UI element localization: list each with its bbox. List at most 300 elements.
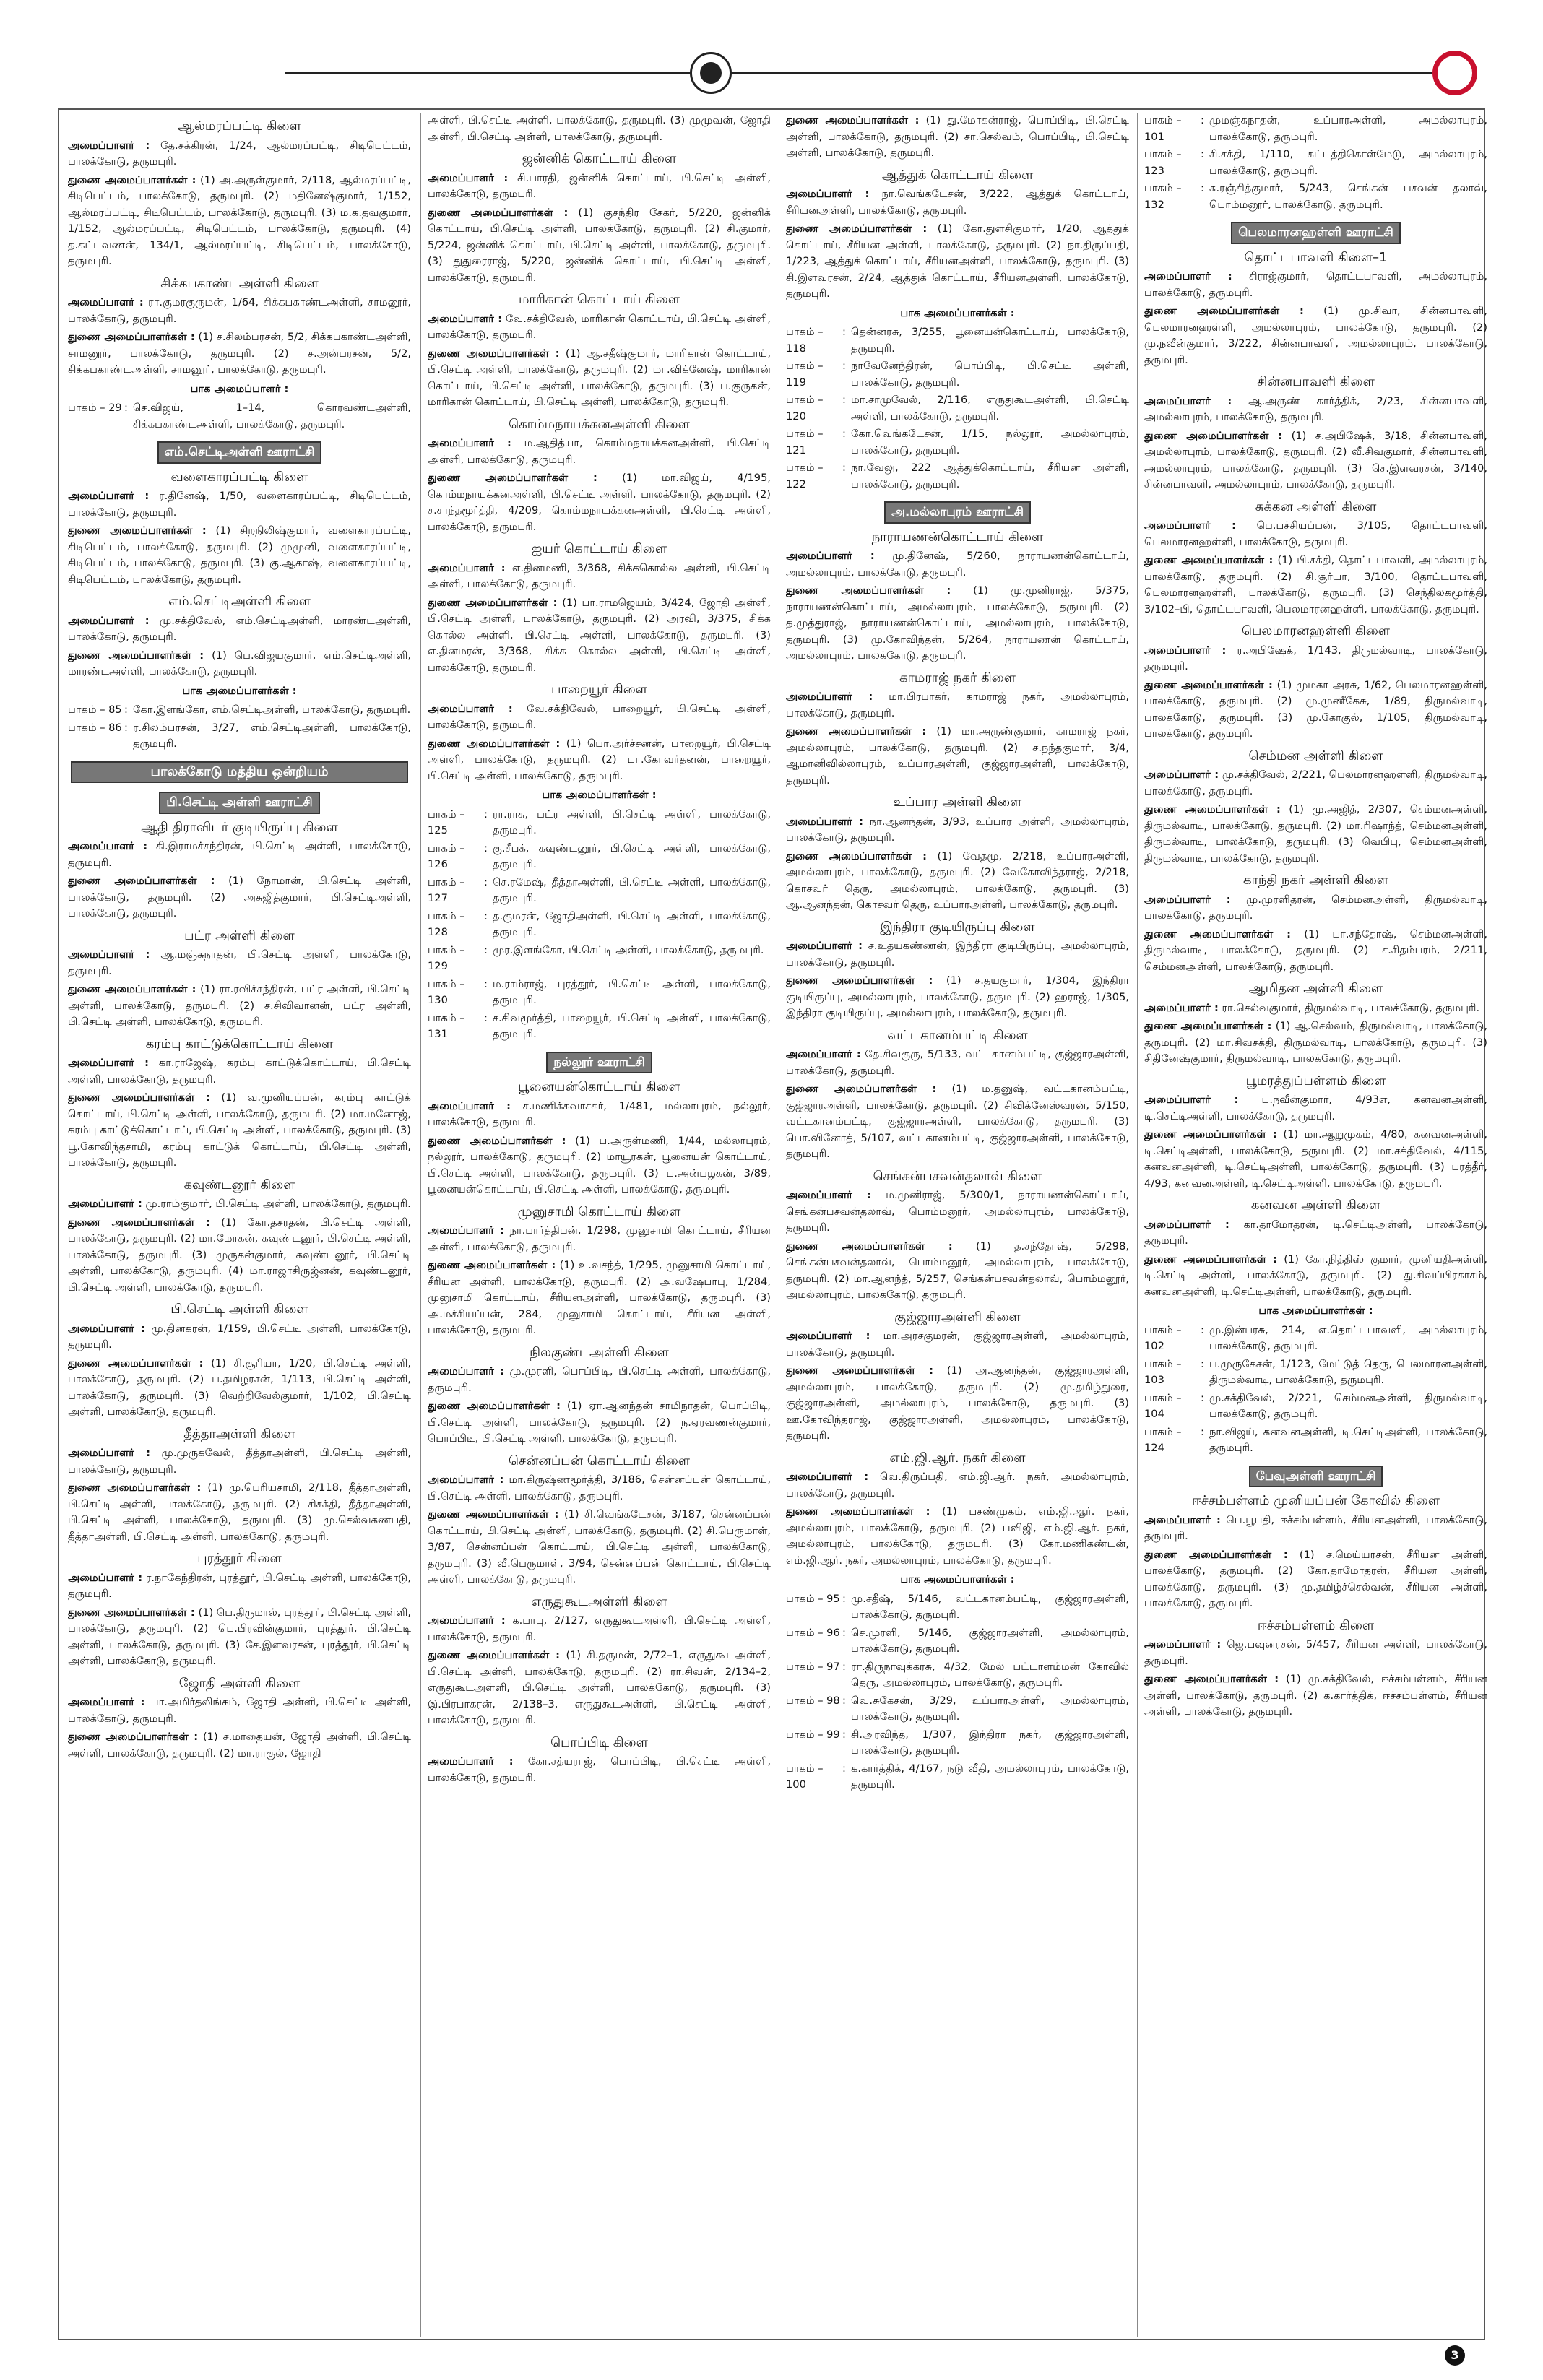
role-label: அமைப்பாளர் : bbox=[428, 1099, 511, 1112]
organizer-entry bbox=[68, 1695, 411, 1727]
organizer-entry bbox=[68, 1480, 411, 1545]
ward-organizers-heading: பாக அமைப்பாளர்கள் : bbox=[900, 306, 1015, 319]
role-label: அமைப்பாளர் : bbox=[1144, 644, 1227, 657]
ward-member: கோ.இளங்கோ, எம்.செட்டிஅள்ளி, பாலக்கோடு, தருமபுரி. bbox=[133, 704, 411, 716]
branch-heading: பாறையூர் கிளை bbox=[550, 682, 648, 697]
organizer-entry bbox=[68, 613, 411, 646]
colon-separator: : bbox=[842, 1626, 846, 1639]
ward-number: பாகம் – 121 bbox=[786, 428, 824, 456]
role-label: துணை அமைப்பாளர்கள் : bbox=[428, 1259, 556, 1271]
role-label: துணை அமைப்பாளர்கள் : bbox=[1144, 927, 1291, 940]
ward-row bbox=[786, 1693, 1129, 1726]
member-details: (1) மு.முனிராஜ், 5/375, நாராயணன்கொட்டாய், அமல்லாபுரம், பாலக்கோடு, தருமபுரி. (2) த.முத்துராஜ், நாராயணன்கொட்டாய், அமல்லாபுரம், பாலக்கோடு, தருமபுரி. (3) மு.கோவிந்தன், 5/264, நாராயணன் கொட்டாய், அமல்லாபுரம், பாலக்கோடு, தருமபுரி. bbox=[786, 584, 1129, 662]
colon-separator: : bbox=[842, 462, 846, 474]
member-details: (1) சி.தருமன், 2/72–1, எருதுகூடஅள்ளி, பி.செட்டி அள்ளி, பாலக்கோடு, தருமபுரி. (2) ரா.சிவன், 2/134–2, எருதுகூடஅள்ளி, பி.செட்டி அள்ளி, பாலக்கோடு, தருமபுரி. (3) இ.பிரபாகரன், 2/138–3, எருதுகூடஅள்ளி, பி.செட்டி அள்ளி, பாலக்கோடு, தருமபுரி. bbox=[428, 1649, 771, 1726]
member-details: ர.தினேஷ், 1/50, வளைகாரப்பட்டி, சிடிபெட்டம், பாலக்கோடு, தருமபுரி. bbox=[68, 490, 411, 519]
role-label: துணை அமைப்பாளர்கள் : bbox=[68, 649, 204, 662]
organizer-entry bbox=[428, 1364, 771, 1396]
ward-member: த.குமரன், ஜோதிஅள்ளி, பி.செட்டி அள்ளி, பாலக்கோடு, தருமபுரி. bbox=[493, 909, 771, 938]
organizer-entry bbox=[786, 221, 1129, 303]
role-label: துணை அமைப்பாளர்கள் : bbox=[68, 524, 207, 537]
branch-heading: சுக்கன அள்ளி கிளை bbox=[1255, 498, 1377, 514]
colon-separator: : bbox=[1201, 1391, 1204, 1404]
column-1 bbox=[68, 113, 411, 2337]
ward-row bbox=[1144, 1356, 1487, 1389]
member-details: (1) ம.தனுஷ், வட்டகானம்பட்டி, குஜ்ஜாரஅள்ளி, பாலக்கோடு, தருமபுரி. (2) சிவிக்னேஸ்வரன், 5/150, வட்டகானம்பட்டி, குஜ்ஜாரஅள்ளி, பாலக்கோடு, தருமபுரி. (3) பொ.வினோத், 5/107, வட்டகானம்பட்டி, குஜ்ஜாரஅள்ளி, பாலக்கோடு, தருமபுரி. bbox=[786, 1083, 1129, 1160]
organizer-entry bbox=[786, 583, 1129, 665]
organizer-entry bbox=[786, 1469, 1129, 1502]
member-details: (1) சிறநிலிஷ்குமார், வளைகாரப்பட்டி, சிடிபெட்டம், பாலக்கோடு, தருமபுரி. (2) முமுனி, வளைகாரப்பட்டி, சிடிபெட்டம், பாலக்கோடு, தருமபுரி. (3) கு.ஆகாஷ், வளைகாரப்பட்டி, சிடிபெட்டம், பாலக்கோடு, தருமபுரி. bbox=[68, 524, 411, 586]
organizer-entry bbox=[786, 1239, 1129, 1304]
branch-heading: ஆமிதன அள்ளி கிளை bbox=[1248, 981, 1383, 996]
colon-separator: : bbox=[484, 841, 488, 854]
organizer-entry bbox=[1144, 678, 1487, 743]
organizer-entry bbox=[428, 1223, 771, 1255]
member-details: பா.அமிர்தலிங்கம், ஜோதி அள்ளி, பி.செட்டி அள்ளி, பாலக்கோடு, தருமபுரி. bbox=[68, 1696, 411, 1725]
role-label: அமைப்பாளர் : bbox=[1144, 1218, 1229, 1231]
member-details: சிராஜ்குமார், தொட்டபாவளி, அமல்லாபுரம், பாலக்கோடு, தருமபுரி. bbox=[1144, 270, 1487, 299]
member-details: ஆ.அருண் கார்த்திக், 2/23, சின்னபாவளி, அமல்லாபுரம், பாலக்கோடு, தருமபுரி. bbox=[1144, 394, 1487, 423]
union-banner: பாலக்கோடு மத்திய ஒன்றியம் bbox=[71, 761, 408, 784]
organizer-entry bbox=[1144, 303, 1487, 368]
branch-heading: ஆதி திராவிடர் குடியிருப்பு கிளை bbox=[141, 819, 338, 835]
organizer-entry bbox=[68, 329, 411, 378]
ward-number: பாகம் – 123 bbox=[1144, 148, 1182, 177]
ward-row bbox=[428, 841, 771, 873]
branch-heading: செங்கன்பசவன்தலாவ் கிளை bbox=[873, 1168, 1042, 1184]
ward-organizers-heading: பாக அமைப்பாளர்கள் : bbox=[182, 684, 297, 697]
member-details: (1) கோ.துளசிகுமார், 1/20, ஆத்துக் கொட்டாய், சீரியன அள்ளி, பாலக்கோடு, தருமபுரி. (2) நா.திருப்பதி, 1/223, ஆத்துக் கொட்டாய், சீரியனஅள்ளி, பாலக்கோடு, தருமபுரி. (3) சி.இளவரசன், 2/24, ஆத்துக் கொட்டாய், சீரியனஅள்ளி, பாலக்கோடு, தருமபுரி. bbox=[786, 222, 1129, 300]
organizer-entry bbox=[428, 1613, 771, 1645]
branch-heading: நிலகுண்டஅள்ளி கிளை bbox=[530, 1344, 669, 1360]
colon-separator: : bbox=[484, 1011, 488, 1024]
role-label: துணை அமைப்பாளர்கள் : bbox=[428, 1508, 559, 1520]
colon-separator: : bbox=[484, 977, 488, 990]
ward-member: சு.ரஞ்சித்குமார், 5/243, செங்கன் பசவன் தலாவ், பொம்மனூர், பாலக்கோடு, தருமபுரி. bbox=[1209, 182, 1487, 211]
role-label: அமைப்பாளர் : bbox=[68, 139, 150, 152]
member-details: (1) பொ.அர்ச்சனன், பாறையூர், பி.செட்டி அள்ளி, பாலக்கோடு, தருமபுரி. (2) பா.கோவர்தனன், பாறையூர், பி.செட்டி அள்ளி, பாலக்கோடு, தருமபுரி. bbox=[428, 737, 771, 782]
role-label: துணை அமைப்பாளர்கள் : bbox=[68, 173, 196, 186]
member-details: மு.தினேஷ், 5/260, நாராயணன்கொட்டாய், அமல்லாபுரம், பாலக்கோடு, தருமபுரி. bbox=[786, 550, 1129, 579]
ward-number: பாகம் – 29 bbox=[68, 402, 122, 414]
organizer-entry bbox=[428, 170, 771, 203]
member-details: மா.கிருஷ்ணமூர்த்தி, 3/186, சென்னப்பன் கொட்டாய், பி.செட்டி அள்ளி, பாலக்கோடு, தருமபுரி. bbox=[428, 1474, 771, 1502]
branch-heading: ஈச்சம்பள்ளம் கிளை bbox=[1257, 1617, 1375, 1633]
member-details: பெ.பச்சியப்பன், 3/105, தொட்டபாவளி, பெலமாரனஹள்ளி, பாலக்கோடு, தருமபுரி. bbox=[1144, 519, 1487, 548]
role-label: துணை அமைப்பாளர்கள் : bbox=[786, 222, 928, 235]
branch-heading: இந்திரா குடியிருப்பு கிளை bbox=[880, 919, 1035, 935]
ward-member: மு.இன்பரசு, 214, எ.தொட்டபாவளி, அமல்லாபுரம், பாலக்கோடு, தருமபுரி. bbox=[1209, 1323, 1487, 1352]
branch-heading: வட்டகானம்பட்டி கிளை bbox=[887, 1027, 1028, 1043]
ward-member: கோ.வெங்கடேசன், 1/15, நல்லூர், அமல்லாபுரம், பாலக்கோடு, தருமபுரி. bbox=[851, 428, 1129, 456]
member-details: (1) த.சந்தோஷ், 5/298, செங்கன்பசவன்தலாவ், பொம்மனூர், அமல்லாபுரம், பாலக்கோடு, தருமபுரி. (2) மா.ஆனந்த், 5/257, செங்கன்பசவன்தலாவ், பொம்மனூர், அமல்லாபுரம், பாலக்கோடு, தருமபுரி. bbox=[786, 1239, 1129, 1301]
red-ring-icon bbox=[1432, 51, 1477, 95]
member-details: தே.சக்கிரன், 1/24, ஆல்மரப்பட்டி, சிடிபெட்டம், பாலக்கோடு, தருமபுரி. bbox=[68, 139, 411, 168]
ward-member: கு.சீபக், கவுண்டனூர், பி.செட்டி அள்ளி, பாலக்கோடு, தருமபுரி. bbox=[493, 841, 771, 870]
member-details: (1) மு.பெரியசாமி, 2/118, தீத்தாஅள்ளி, பி.செட்டி அள்ளி, பாலக்கோடு, தருமபுரி. (2) சிசக்தி, தீத்தாஅள்ளி, பி.செட்டி அள்ளி, பாலக்கோடு, தருமபுரி. (3) மு.செல்வகணபதி, தீத்தாஅள்ளி, பி.செட்டி அள்ளி, பாலக்கோடு, தருமபுரி. bbox=[68, 1481, 411, 1543]
member-details: (1) ச.அபிஷேக், 3/18, சின்னபாவளி, அமல்லாபுரம், பாலக்கோடு, தருமபுரி. (2) வீ.சிவகுமார், சின்னபாவளி, அமல்லாபுரம், பாலக்கோடு, தருமபுரி. (3) செ.இளவரசன், 3/140, சின்னபாவளி, அமல்லாபுரம், பாலக்கோடு, தருமபுரி. bbox=[1144, 429, 1487, 490]
ward-member: மு.சதீஷ், 5/146, வட்டகானம்பட்டி, குஜ்ஜாரஅள்ளி, பாலக்கோடு, தருமபுரி. bbox=[851, 1592, 1129, 1621]
member-details: (1) மு.சக்திவேல், ஈச்சம்பள்ளம், சீரியன அள்ளி, பாலக்கோடு, தருமபுரி. (2) க.கார்த்திக், ஈச்சம்பள்ளம், சீரியன அள்ளி, பாலக்கோடு, தருமபுரி. bbox=[1144, 1673, 1487, 1718]
branch-heading: ஜோதி அள்ளி கிளை bbox=[178, 1675, 301, 1691]
role-label: அமைப்பாளர் : bbox=[428, 1224, 504, 1237]
ward-member: முர.இளங்கோ, பி.செட்டி அள்ளி, பாலக்கோடு, தருமபுரி. bbox=[493, 943, 764, 956]
colon-separator: : bbox=[842, 1694, 846, 1707]
ward-number: பாகம் – 97 bbox=[786, 1660, 840, 1673]
ward-row bbox=[68, 702, 411, 719]
ward-row bbox=[786, 392, 1129, 425]
member-details: வே.சக்திவேல், பாறையூர், பி.செட்டி அள்ளி, பாலக்கோடு, தருமபுரி. bbox=[428, 702, 771, 731]
ward-member: நாவேனேந்திரன், பொப்பிடி, பி.செட்டி அள்ளி, பாலக்கோடு, தருமபுரி. bbox=[851, 360, 1129, 389]
member-details: (1) ச.சிலம்பரசன், 5/2, சிக்கபகாண்டஅள்ளி, சாமனூர், பாலக்கோடு, தருமபுரி. (2) ச.அன்பரசன், 5/2, சிக்கபகாண்டஅள்ளி, சாமனூர், பாலக்கோடு, தருமபுரி. bbox=[68, 331, 411, 376]
role-label: துணை அமைப்பாளர்கள் : bbox=[786, 114, 920, 126]
organizer-entry bbox=[786, 849, 1129, 914]
colon-separator: : bbox=[1201, 1425, 1204, 1438]
member-details: பெ.பூபதி, ஈச்சம்பள்ளம், சீரியனஅள்ளி, பாலக்கோடு, தருமபுரி. bbox=[1144, 1513, 1487, 1542]
role-label: அமைப்பாளர் : bbox=[428, 437, 511, 449]
organizer-entry bbox=[428, 1507, 771, 1588]
member-details: (1) குசந்திர சேகர், 5/220, ஜன்னிக் கொட்டாய், பி.செட்டி அள்ளி, பாலக்கோடு, தருமபுரி. (2) சி.குமார், 5/224, ஜன்னிக் கொட்டாய், பி.செட்டி அள்ளி, பாலக்கோடு, தருமபுரி. (3) துதுரைராஜ், 5/220, ஜன்னிக் கொட்டாய், பி.செட்டி அள்ளி, பாலக்கோடு, தருமபுரி. bbox=[428, 206, 771, 284]
branch-heading: எம்.செட்டிஅள்ளி கிளை bbox=[168, 594, 311, 609]
organizer-entry bbox=[1144, 1513, 1487, 1545]
ward-number: பாகம் – 120 bbox=[786, 394, 824, 423]
role-label: அமைப்பாளர் : bbox=[428, 1614, 506, 1627]
member-details: ரா.செல்வகுமார், திருமல்வாடி, பாலக்கோடு, தருமபுரி. bbox=[1218, 1001, 1480, 1014]
ward-row bbox=[1144, 1424, 1487, 1457]
organizer-entry bbox=[428, 736, 771, 785]
member-details: (1) அ.அருள்குமார், 2/118, ஆல்மரப்பட்டி, சிடிபெட்டம், பாலக்கோடு, தருமபுரி. (2) மதினேஷ்குமார், 1/152, ஆல்மரப்பட்டி, சிடிபெட்டம், பாலக்கோடு, தருமபுரி. (3) ம.க.தவகுமார், 1/152, ஆல்மரப்பட்டி, சிடிபெட்டம், பாலக்கோடு, தருமபுரி. (4) த.கட்டவணன், 134/1, ஆல்மரப்பட்டி, சிடிபெட்டம், பாலக்கோடு, தருமபுரி. bbox=[68, 173, 411, 267]
organizer-entry bbox=[428, 1258, 771, 1339]
panchayat-banner: எம்.செட்டிஅள்ளி ஊராட்சி bbox=[157, 441, 322, 464]
role-label: அமைப்பாளர் : bbox=[786, 815, 863, 828]
role-label: துணை அமைப்பாளர்கள் : bbox=[1144, 429, 1283, 442]
member-details: (1) சி.சூரியா, 1/20, பி.செட்டி அள்ளி, பாலக்கோடு, தருமபுரி. (2) ப.தமிழரசன், 1/113, பி.செட்டி அள்ளி, பாலக்கோடு, தருமபுரி. (3) வெற்றிவேல்குமார், 1/102, பி.செட்டி அள்ளி, பாலக்கோடு, தருமபுரி. bbox=[68, 1356, 411, 1418]
member-details: ர.அபிஷேக், 1/143, திருமல்வாடி, பாலக்கோடு, தருமபுரி. bbox=[1144, 644, 1487, 672]
role-label: அமைப்பாளர் : bbox=[428, 1755, 514, 1767]
branch-heading: சென்னப்பன் கொட்டாய் கிளை bbox=[508, 1453, 690, 1468]
branch-heading: ஈச்சம்பள்ளம் முனியப்பன் கோவில் கிளை bbox=[1192, 1493, 1440, 1508]
branch-heading: காமராஜ் நகர் கிளை bbox=[899, 670, 1016, 685]
role-label: அமைப்பாளர் : bbox=[786, 940, 863, 952]
role-label: துணை அமைப்பாளர்கள் : bbox=[68, 1606, 195, 1619]
organizer-entry bbox=[428, 595, 771, 677]
page-number: 3 bbox=[1445, 2345, 1465, 2366]
organizer-entry bbox=[1144, 643, 1487, 675]
role-label: அமைப்பாளர் : bbox=[428, 171, 509, 184]
role-label: துணை அமைப்பாளர்கள் : bbox=[786, 1364, 933, 1377]
ward-number: பாகம் – 125 bbox=[428, 808, 465, 836]
organizer-entry bbox=[68, 1605, 411, 1670]
organizer-entry bbox=[786, 1047, 1129, 1079]
role-label: துணை அமைப்பாளர்கள் : bbox=[428, 1134, 566, 1147]
organizer-entry bbox=[428, 1472, 771, 1505]
member-details: (1) அ.ஆனந்தன், குஜ்ஜாரஅள்ளி, அமல்லாபுரம், பாலக்கோடு, தருமபுரி. (2) மு.தமிழ்துரை, குஜ்ஜாரஅள்ளி, அமல்லாபுரம், பாலக்கோடு, தருமபுரி. (3) ஊ.கோவிந்தராஜ், குஜ்ஜாரஅள்ளி, அமல்லாபுரம், பாலக்கோடு, தருமபுரி. bbox=[786, 1364, 1129, 1442]
member-details: ச.உதயகண்ணன், இந்திரா குடியிருப்பு, அமல்லாபுரம், பாலக்கோடு, தருமபுரி. bbox=[786, 940, 1129, 969]
member-details: சி.பாரதி, ஜன்னிக் கொட்டாய், பி.செட்டி அள்ளி, பாலக்கோடு, தருமபுரி. bbox=[428, 171, 771, 200]
member-details: (1) ப.அருள்மணி, 1/44, மல்லாபுரம், நல்லூர், பாலக்கோடு, தருமபுரி. (2) மாயூரகன், பூனையன் கொட்டாய், பி.செட்டி அள்ளி, பாலக்கோடு, தருமபுரி. (3) ப.அன்பழகன், 3/89, பூனையன்கொட்டாய், பி.செட்டி அள்ளி, பாலக்கோடு, தருமபுரி. bbox=[428, 1134, 771, 1195]
member-details: கா.ராஜேஷ், கரம்பு காட்டுக்கொட்டாய், பி.செட்டி அள்ளி, பாலக்கோடு, தருமபுரி. bbox=[68, 1057, 411, 1086]
organizer-entry bbox=[68, 1055, 411, 1088]
ward-number: பாகம் – 126 bbox=[428, 841, 465, 870]
organizer-entry bbox=[1144, 1092, 1487, 1125]
ward-organizers-heading: பாக அமைப்பாளர் : bbox=[190, 382, 289, 395]
organizer-entry bbox=[786, 689, 1129, 722]
branch-heading: கொம்மநாயக்கனஅள்ளி கிளை bbox=[509, 416, 690, 432]
ward-organizers-heading: பாக அமைப்பாளர்கள் : bbox=[900, 1573, 1015, 1585]
role-label: அமைப்பாளர் : bbox=[1144, 270, 1232, 282]
ward-row bbox=[1144, 1323, 1487, 1355]
member-details: (1) வேதமூ, 2/218, உப்பாரஅள்ளி, அமல்லாபுரம், பாலக்கோடு, தருமபுரி. (2) வேகோவிந்தராஜ், 2/218, கொசவர் தெரு, அமல்லாபுரம், பாலக்கோடு, தருமபுரி. (3) ஆ.ஆனந்தன், கொசவர் தெரு, உப்பாரஅள்ளி, பாலக்கோடு, தருமபுரி. bbox=[786, 849, 1129, 911]
organizer-entry bbox=[428, 1133, 771, 1198]
branch-heading: சின்னபாவளி கிளை bbox=[1257, 374, 1375, 389]
organizer-entry bbox=[68, 488, 411, 521]
branch-heading: ஆல்மரப்பட்டி கிளை bbox=[178, 118, 301, 134]
member-details: நா.வெங்கடேசன், 3/222, ஆத்துக் கொட்டாய், சீரியனஅள்ளி, பாலக்கோடு, தருமபுரி. bbox=[786, 188, 1129, 217]
member-details: (1) பசண்முகம், எம்.ஜி.ஆர். நகர், அமல்லாபுரம், பாலக்கோடு, தருமபுரி. (2) பவிஜி, எம்.ஜி.ஆர். நகர், அமல்லாபுரம், பாலக்கோடு, தருமபுரி. (3) கோ.மணிகண்டன், எம்.ஜி.ஆர். நகர், அமல்லாபுரம், பாலக்கோடு, தருமபுரி. bbox=[786, 1505, 1129, 1567]
role-label: அமைப்பாளர் : bbox=[428, 1474, 504, 1486]
role-label: துணை அமைப்பாளர்கள் : bbox=[1144, 1548, 1288, 1561]
ward-number: பாகம் – 103 bbox=[1144, 1357, 1182, 1386]
member-details: (1) பி.சக்தி, தொட்டபாவளி, அமல்லாபுரம், பாலக்கோடு, தருமபுரி. (2) சி.சூர்யா, 3/100, தொட்டபாவளி, பெலமாரனஹள்ளி, பாலக்கோடு, தருமபுரி. (3) செந்திலகமூர்த்தி, 3/102–பி, தொட்டபாவளி, பெலமாரனஹள்ளி, பாலக்கோடு, தருமபுரி. bbox=[1144, 554, 1487, 615]
organizer-entry bbox=[428, 436, 771, 468]
branch-heading: குஜ்ஜாரஅள்ளி கிளை bbox=[894, 1309, 1021, 1325]
ward-number: பாகம் – 122 bbox=[786, 462, 824, 490]
ward-row bbox=[786, 1761, 1129, 1793]
ward-number: பாகம் – 127 bbox=[428, 875, 465, 904]
member-details: மு.ராம்குமார், பி.செட்டி அள்ளி, பாலக்கோடு, தருமபுரி. bbox=[142, 1198, 411, 1210]
ward-number: பாகம் – 118 bbox=[786, 326, 824, 355]
role-label: துணை அமைப்பாளர்கள் : bbox=[1144, 1128, 1277, 1141]
colon-separator: : bbox=[842, 1762, 846, 1775]
ward-member: ம.ராம்ராஜ், புரத்தூர், பி.செட்டி அள்ளி, பாலக்கோடு, தருமபுரி. bbox=[493, 977, 771, 1006]
branch-heading: முனுசாமி கொட்டாய் கிளை bbox=[517, 1203, 681, 1219]
branch-heading: காந்தி நகர் அள்ளி கிளை bbox=[1242, 873, 1388, 888]
ward-organizers-heading: பாக அமைப்பாளர்கள் : bbox=[1258, 1304, 1373, 1317]
ward-number: பாகம் – 119 bbox=[786, 360, 824, 389]
ward-row bbox=[786, 358, 1129, 391]
branch-heading: மாரிகான் கொட்டாய் கிளை bbox=[518, 292, 680, 307]
ward-number: பாகம் – 131 bbox=[428, 1011, 465, 1040]
organizer-entry bbox=[786, 548, 1129, 581]
branch-heading: தீத்தாஅள்ளி கிளை bbox=[183, 1426, 295, 1442]
role-label: அமைப்பாளர் : bbox=[1144, 1638, 1222, 1650]
panchayat-banner: அ.மல்லாபுரம் ஊராட்சி bbox=[884, 501, 1031, 524]
column-divider bbox=[420, 113, 421, 2337]
organizer-entry bbox=[1144, 1252, 1487, 1301]
organizer-entry bbox=[68, 138, 411, 170]
ward-member: முமஞ்சுநாதன், உப்பாரஅள்ளி, அமல்லாபுரம், பாலக்கோடு, தருமபுரி. bbox=[1209, 114, 1487, 143]
member-details: ச.மணிக்கவாசகர், 1/481, மல்லாபுரம், நல்லூர், பாலக்கோடு, தருமபுரி. bbox=[428, 1099, 771, 1128]
ward-row bbox=[68, 400, 411, 433]
branch-heading: பெலமாரனஹள்ளி கிளை bbox=[1242, 623, 1390, 639]
member-details: கோ.சத்யராஜ், பொப்பிடி, பி.செட்டி அள்ளி, பாலக்கோடு, தருமபுரி. bbox=[428, 1755, 771, 1784]
branch-heading: வளைகாரப்பட்டி கிளை bbox=[170, 469, 308, 485]
organizer-entry bbox=[786, 973, 1129, 1022]
organizer-entry bbox=[428, 311, 771, 344]
colon-separator: : bbox=[1201, 148, 1204, 160]
member-details: நா.ஆனந்தன், 3/93, உப்பார அள்ளி, அமல்லாபுரம், பாலக்கோடு, தருமபுரி. bbox=[786, 815, 1129, 844]
member-details: (1) ச.தயகுமார், 1/304, இந்திரா குடியிருப்பு, அமல்லாபுரம், பாலக்கோடு, தருமபுரி. (2) ஹராஜ், 1/305, இந்திரா குடியிருப்பு, அமல்லாபுரம், பாலக்கோடு, தருமபுரி. bbox=[786, 974, 1129, 1019]
organizer-entry bbox=[68, 295, 411, 327]
role-label: அமைப்பாளர் : bbox=[1144, 1513, 1221, 1526]
emblem-icon bbox=[690, 52, 732, 94]
organizer-entry bbox=[1144, 428, 1487, 493]
member-details: (1) மா.விஜய், 4/195, கொம்மநாயக்கனஅள்ளி, பி.செட்டி அள்ளி, பாலக்கோடு, தருமபுரி. (2) ச.சாந்தமூர்த்தி, 4/209, கொம்மநாயக்கனஅள்ளி, பி.செட்டி அள்ளி, பாலக்கோடு, தருமபுரி. bbox=[428, 472, 771, 533]
ward-member: வெ.சுகேசன், 3/29, உப்பாரஅள்ளி, அமல்லாபுரம், பாலக்கோடு, தருமபுரி. bbox=[851, 1694, 1129, 1723]
organizer-entry bbox=[68, 982, 411, 1031]
role-label: துணை அமைப்பாளர்கள் : bbox=[1144, 803, 1281, 815]
role-label: துணை அமைப்பாளர்கள் : bbox=[428, 472, 597, 484]
role-label: அமைப்பாளர் : bbox=[68, 1198, 142, 1210]
member-details: (1) வ.முனியப்பன், கரம்பு காட்டுக் கொட்டாய், பி.செட்டி அள்ளி, பாலக்கோடு, தருமபுரி. (2) மா.மனோஜ், கரம்பு காட்டுக்கொட்டாய், பி.செட்டி அள்ளி, பாலக்கோடு, தருமபுரி. (3) பூ.கோவிந்தசாமி, கரம்பு காட்டுக் கொட்டாய், பி.செட்டி அள்ளி, பாலக்கோடு, தருமபுரி. bbox=[68, 1091, 411, 1169]
organizer-entry bbox=[428, 1099, 771, 1131]
role-label: துணை அமைப்பாளர்கள் : bbox=[786, 584, 951, 597]
role-label: துணை அமைப்பாளர்கள் : bbox=[1144, 554, 1274, 566]
role-label: அமைப்பாளர் : bbox=[1144, 519, 1236, 532]
ward-member: ரா.ராசு, பட்ர அள்ளி, பி.செட்டி அள்ளி, பாலக்கோடு, தருமபுரி. bbox=[493, 808, 771, 836]
colon-separator: : bbox=[484, 943, 488, 956]
organizer-entry bbox=[428, 346, 771, 411]
ward-member: செ.ரமேஷ், தீத்தாஅள்ளி, பி.செட்டி அள்ளி, பாலக்கோடு, தருமபுரி. bbox=[493, 875, 771, 904]
branch-heading: பட்ர அள்ளி கிளை bbox=[184, 927, 295, 943]
member-details: கா.தாமோதரன், டி.செட்டிஅள்ளி, பாலக்கோடு, தருமபுரி. bbox=[1144, 1218, 1487, 1247]
column-2 bbox=[428, 113, 771, 2337]
ward-row bbox=[786, 460, 1129, 493]
role-label: அமைப்பாளர் : bbox=[786, 1471, 869, 1483]
ward-number: பாகம் – 86 bbox=[68, 721, 122, 734]
member-details: (1) முமகா அரசு, 1/62, பெலமாரனஹள்ளி, பாலக்கோடு, தருமபுரி. (2) மு.முணீகேசு, 1/89, திருமல்வாடி, பாலக்கோடு, தருமபுரி. (3) மு.கோகுல், 1/105, திருமல்வாடி, பாலக்கோடு, தருமபுரி. bbox=[1144, 678, 1487, 740]
branch-heading: தொட்டபாவளி கிளை–1 bbox=[1244, 249, 1388, 265]
ward-row bbox=[786, 1659, 1129, 1692]
ward-member: செ.முரளி, 5/146, குஜ்ஜாரஅள்ளி, அமல்லாபுரம், பாலக்கோடு, தருமபுரி. bbox=[851, 1626, 1129, 1655]
ward-row bbox=[428, 1011, 771, 1043]
member-details: மு.சக்திவேல், எம்.செட்டிஅள்ளி, மாரண்டஅள்ளி, பாலக்கோடு, தருமபுரி. bbox=[68, 614, 411, 643]
organizer-entry bbox=[68, 873, 411, 922]
ward-number: பாகம் – 96 bbox=[786, 1626, 840, 1639]
branch-heading: ஐயர் கொட்டாய் கிளை bbox=[531, 541, 667, 556]
branch-heading: எருதுகூடஅள்ளி கிளை bbox=[531, 1593, 667, 1609]
ward-organizers-heading: பாக அமைப்பாளர்கள் : bbox=[542, 789, 657, 801]
role-label: அமைப்பாளர் : bbox=[786, 188, 870, 200]
role-label: துணை அமைப்பாளர்கள் : bbox=[68, 1731, 199, 1743]
member-details: மு.முருகவேல், தீத்தாஅள்ளி, பி.செட்டி அள்ளி, பாலக்கோடு, தருமபுரி. bbox=[68, 1447, 411, 1476]
ward-row bbox=[786, 1727, 1129, 1760]
ward-number: பாகம் – 95 bbox=[786, 1592, 840, 1605]
colon-separator: : bbox=[842, 394, 846, 406]
ward-row bbox=[428, 909, 771, 941]
ward-row bbox=[786, 324, 1129, 357]
organizer-entry bbox=[786, 814, 1129, 847]
colon-separator: : bbox=[124, 704, 128, 716]
member-details: மா.அரசகுமரன், குஜ்ஜாரஅள்ளி, அமல்லாபுரம், பாலக்கோடு, தருமபுரி. bbox=[786, 1330, 1129, 1359]
colon-separator: : bbox=[484, 875, 488, 888]
member-details: (1) ஆ.செல்வம், திருமல்வாடி, பாலக்கோடு, தருமபுரி. (2) மா.சிவசக்தி, திருமல்வாடி, பாலக்கோடு, தருமபுரி. (3) சிதினேஷ்குமார், திருமல்வாடி, பாலக்கோடு, தருமபுரி. bbox=[1144, 1020, 1487, 1065]
role-label: அமைப்பாளர் : bbox=[68, 296, 144, 308]
role-label: அமைப்பாளர் : bbox=[786, 550, 875, 562]
role-label: அமைப்பாளர் : bbox=[1144, 1094, 1239, 1106]
role-label: அமைப்பாளர் : bbox=[428, 561, 506, 574]
organizer-entry bbox=[786, 113, 1129, 162]
member-details: க.பாபு, 2/127, எருதுகூடஅள்ளி, பி.செட்டி அள்ளி, பாலக்கோடு, தருமபுரி. bbox=[428, 1614, 771, 1643]
ward-row bbox=[428, 875, 771, 907]
branch-heading: உப்பார அள்ளி கிளை bbox=[893, 795, 1022, 810]
role-label: அமைப்பாளர் : bbox=[68, 1322, 145, 1335]
organizer-entry bbox=[68, 947, 411, 979]
organizer-entry bbox=[428, 1648, 771, 1729]
member-details: மு.முரளி, பொப்பிடி, பி.செட்டி அள்ளி, பாலக்கோடு, தருமபுரி. bbox=[428, 1365, 771, 1394]
column-3 bbox=[786, 113, 1129, 2337]
ward-member: தென்னரசு, 3/255, பூனையன்கொட்டாய், பாலக்கோடு, தருமபுரி. bbox=[851, 326, 1129, 355]
organizer-entry bbox=[1144, 553, 1487, 618]
organizer-entry bbox=[786, 1081, 1129, 1163]
member-details: வே.சக்திவேல், மாரிகான் கொட்டாய், பி.செட்டி அள்ளி, பாலக்கோடு, தருமபுரி. bbox=[428, 312, 771, 341]
organizer-entry bbox=[786, 724, 1129, 789]
branch-heading: செம்மன அள்ளி கிளை bbox=[1248, 748, 1383, 763]
organizer-entry bbox=[428, 470, 771, 535]
role-label: அமைப்பாளர் : bbox=[786, 1048, 861, 1060]
role-label: துணை அமைப்பாளர்கள் : bbox=[428, 1400, 561, 1412]
ward-member: நா.விஜய், கனவனஅள்ளி, டி.செட்டிஅள்ளி, பாலக்கோடு, தருமபுரி. bbox=[1209, 1425, 1487, 1454]
ward-member: சி.அரவிந்த், 1/307, இந்திரா நகர், குஜ்ஜாரஅள்ளி, பாலக்கோடு, தருமபுரி. bbox=[851, 1728, 1129, 1757]
ward-row bbox=[428, 943, 771, 975]
role-label: துணை அமைப்பாளர்கள் : bbox=[786, 1083, 937, 1095]
ward-row bbox=[1144, 181, 1487, 213]
role-label: துணை அமைப்பாளர்கள் : bbox=[786, 974, 933, 987]
ward-number: பாகம் – 85 bbox=[68, 704, 122, 716]
member-details: (1) பெ.விஜயகுமார், எம்.செட்டிஅள்ளி, மாரண்டஅள்ளி, பாலக்கோடு, தருமபுரி. bbox=[68, 649, 411, 678]
role-label: துணை அமைப்பாளர்கள் : bbox=[428, 347, 560, 360]
organizer-entry bbox=[786, 1363, 1129, 1445]
member-details: (1) ச.மாதையன், ஜோதி அள்ளி, பி.செட்டி அள்ளி, பாலக்கோடு, தருமபுரி. (2) மா.ராகுல், ஜோதி bbox=[68, 1731, 411, 1760]
role-label: துணை அமைப்பாளர்கள் : bbox=[428, 737, 561, 750]
ward-row bbox=[1144, 147, 1487, 179]
member-details: (1) பா.ராமஜெயம், 3/424, ஜோதி அள்ளி, பி.செட்டி அள்ளி, பாலக்கோடு, தருமபுரி. (2) அரவி, 3/375, சிக்க கொல்ல அள்ளி, பி.செட்டி அள்ளி, பாலக்கோடு, தருமபுரி. (3) எ.தினமரன், 3/368, சிக்க கொல்ல அள்ளி, பி.செட்டி அள்ளி, பாலக்கோடு, தருமபுரி. bbox=[428, 596, 771, 674]
ward-number: பாகம் – 102 bbox=[1144, 1323, 1182, 1352]
ward-number: பாகம் – 129 bbox=[428, 943, 465, 972]
organizer-entry bbox=[428, 1754, 771, 1786]
member-details: (1) ரா.ரவிச்சந்திரன், பட்ர அள்ளி, பி.செட்டி அள்ளி, பாலக்கோடு, தருமபுரி. (2) ச.சிவிவானன், பட்ர அள்ளி, பி.செட்டி அள்ளி, பாலக்கோடு, தருமபுரி. bbox=[68, 983, 411, 1028]
member-details: (1) பெ.திருமால், புரத்தூர், பி.செட்டி அள்ளி, பாலக்கோடு, தருமபுரி. (2) பெ.பிரவின்குமார், புரத்தூர், பி.செட்டி அள்ளி, பாலக்கோடு, தருமபுரி. (3) சே.இளவரசன், புரத்தூர், பி.செட்டி அள்ளி, பாலக்கோடு, தருமபுரி. bbox=[68, 1606, 411, 1667]
member-details: நா.பார்த்திபன், 1/298, முனுசாமி கொட்டாய், சீரியன அள்ளி, பாலக்கோடு, தருமபுரி. bbox=[428, 1224, 771, 1253]
ward-row bbox=[786, 1591, 1129, 1624]
role-label: அமைப்பாளர் : bbox=[428, 702, 513, 715]
role-label: துணை அமைப்பாளர்கள் : bbox=[68, 331, 195, 343]
ward-number: பாகம் – 124 bbox=[1144, 1425, 1182, 1454]
column-4 bbox=[1144, 113, 1487, 2337]
role-label: துணை அமைப்பாளர்கள் : bbox=[68, 875, 215, 887]
branch-heading: ஜன்னிக் கொட்டாய் கிளை bbox=[522, 151, 677, 166]
member-details: (1) மு.அஜித், 2/307, செம்மனஅள்ளி, திருமல்வாடி, பாலக்கோடு, தருமபுரி. (2) மா.ரிஷாந்த், செம்மனஅள்ளி, திருமல்வாடி, பாலக்கோடு, தருமபுரி. (3) வெபிபு, செம்மனஅள்ளி, திருமல்வாடி, பாலக்கோடு, தருமபுரி. bbox=[1144, 803, 1487, 865]
role-label: துணை அமைப்பாளர்கள் : bbox=[786, 1239, 953, 1252]
member-details: எ.தினமணி, 3/368, சிக்ககொல்ல அள்ளி, பி.செட்டி அள்ளி, பாலக்கோடு, தருமபுரி. bbox=[428, 561, 771, 590]
ward-member: ர.சிலம்பரசன், 3/27, எம்.செட்டிஅள்ளி, பாலக்கோடு, தருமபுரி. bbox=[133, 721, 411, 750]
role-label: துணை அமைப்பாளர்கள் : bbox=[428, 206, 569, 219]
branch-heading: பூமரத்துப்பள்ளம் கிளை bbox=[1245, 1073, 1386, 1089]
member-details: கி.இராமச்சந்திரன், பி.செட்டி அள்ளி, பாலக்கோடு, தருமபுரி. bbox=[68, 840, 411, 869]
ward-number: பாகம் – 99 bbox=[786, 1728, 840, 1741]
colon-separator: : bbox=[842, 326, 846, 338]
member-details: (1) ஏா.ஆனந்தன் சாமிநாதன், பொப்பிடி, பி.செட்டி அள்ளி, பாலக்கோடு, தருமபுரி. (2) ந.ஏரவணன்குமார், பொப்பிடி, பி.செட்டி அள்ளி, பாலக்கோடு, தருமபுரி. bbox=[428, 1400, 771, 1445]
ward-row bbox=[786, 1625, 1129, 1658]
colon-separator: : bbox=[842, 428, 846, 440]
ward-member: மு.சக்திவேல், 2/221, செம்மனஅள்ளி, திருமல்வாடி, பாலக்கோடு, தருமபுரி. bbox=[1209, 1391, 1487, 1420]
member-details: (1) மா.அருண்குமார், காமராஜ் நகர், அமல்லாபுரம், பாலக்கோடு, தருமபுரி. (2) ச.நந்தகுமார், 3/4, ஆமானிவில்லாபுரம், உப்பாரஅள்ளி, குஜ்ஜாரஅள்ளி, பாலக்கோடு, தருமபுரி. bbox=[786, 725, 1129, 787]
organizer-entry bbox=[68, 1321, 411, 1354]
colon-separator: : bbox=[1201, 1323, 1204, 1336]
ward-number: பாகம் – 130 bbox=[428, 977, 465, 1006]
role-label: அமைப்பாளர் : bbox=[1144, 769, 1219, 781]
branch-heading: எம்.ஜி.ஆர். நகர் கிளை bbox=[889, 1450, 1026, 1466]
